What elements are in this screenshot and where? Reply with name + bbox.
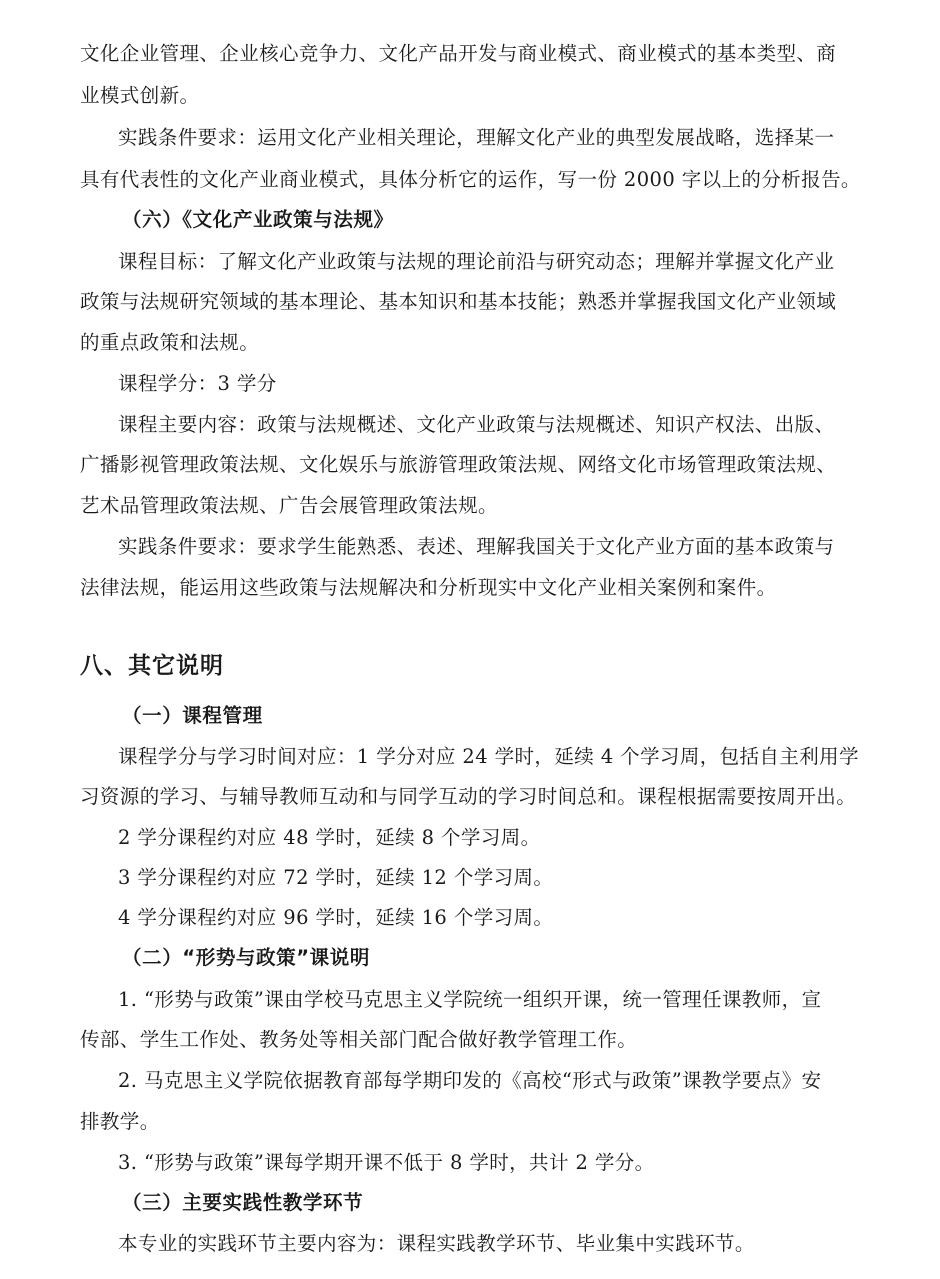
paragraph-line: 艺术品管理政策法规、广告会展管理政策法规。 <box>80 494 498 517</box>
paragraph-line: 2 学分课程约对应 48 学时，延续 8 个学习周。 <box>118 826 541 849</box>
paragraph-line: 的重点政策和法规。 <box>80 331 260 354</box>
paragraph-line: 3 学分课程约对应 72 学时，延续 12 个学习周。 <box>118 866 554 889</box>
paragraph-line: 课程学分：3 学分 <box>118 372 277 395</box>
section-heading-6: （六）《文化产业政策与法规》 <box>122 208 394 231</box>
paragraph-line: 实践条件要求：运用文化产业相关理论，理解文化产业的典型发展战略，选择某一 <box>118 126 835 149</box>
paragraph-line: 4 学分课程约对应 96 学时，延续 16 个学习周。 <box>118 906 554 929</box>
section-heading-3: （三）主要实践性教学环节 <box>122 1191 364 1214</box>
section-heading-1: （一）课程管理 <box>122 704 263 727</box>
chapter-heading: 八、其它说明 <box>80 653 224 679</box>
paragraph-line: 具有代表性的文化产业商业模式，具体分析它的运作，写一份 2000 字以上的分析报告。 <box>80 168 861 191</box>
paragraph-line: 习资源的学习、与辅导教师互动和与同学互动的学习时间总和。课程根据需要按周开出。 <box>80 785 857 808</box>
paragraph-line: 课程学分与学习时间对应：1 学分对应 24 学时，延续 4 个学习周，包括自主利用学 <box>118 745 859 768</box>
paragraph-line: 本专业的实践环节主要内容为：课程实践教学环节、毕业集中实践环节。 <box>118 1232 755 1255</box>
paragraph-line: 课程目标：了解文化产业政策与法规的理论前沿与研究动态；理解并掌握文化产业 <box>118 250 835 273</box>
paragraph-line: 排教学。 <box>80 1110 160 1133</box>
paragraph-line: 实践条件要求：要求学生能熟悉、表述、理解我国关于文化产业方面的基本政策与 <box>118 535 835 558</box>
paragraph-line: 政策与法规研究领域的基本理论、基本知识和基本技能；熟悉并掌握我国文化产业领域 <box>80 290 837 313</box>
paragraph-line: 传部、学生工作处、教务处等相关部门配合做好教学管理工作。 <box>80 1028 638 1051</box>
paragraph-line: 业模式创新。 <box>80 84 200 107</box>
paragraph-line: 广播影视管理政策法规、文化娱乐与旅游管理政策法规、网络文化市场管理政策法规、 <box>80 453 837 476</box>
paragraph-line: 2. 马克思主义学院依据教育部每学期印发的《高校“形式与政策”课教学要点》安 <box>118 1069 822 1092</box>
paragraph-line: 文化企业管理、企业核心竞争力、文化产品开发与商业模式、商业模式的基本类型、商 <box>80 42 837 65</box>
paragraph-line: 1. “形势与政策”课由学校马克思主义学院统一组织开课，统一管理任课教师，宣 <box>118 988 822 1011</box>
paragraph-line: 法律法规，能运用这些政策与法规解决和分析现实中文化产业相关案例和案件。 <box>80 576 777 599</box>
paragraph-line: 课程主要内容：政策与法规概述、文化产业政策与法规概述、知识产权法、出版、 <box>118 413 835 436</box>
paragraph-line: 3. “形势与政策”课每学期开课不低于 8 学时，共计 2 学分。 <box>118 1151 655 1174</box>
section-heading-2: （二）“形势与政策”课说明 <box>122 946 370 969</box>
